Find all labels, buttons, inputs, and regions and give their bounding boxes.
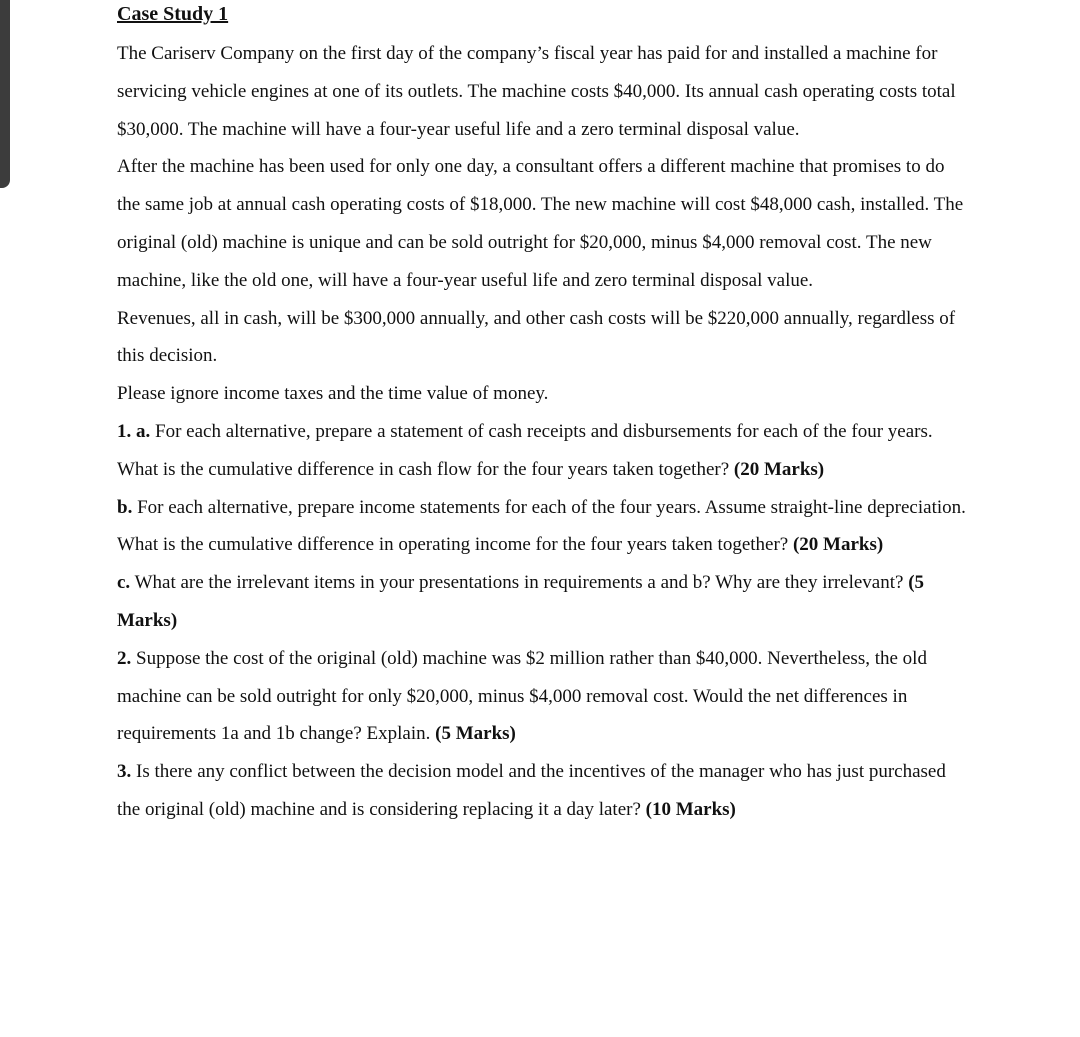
document-body [117, 0, 967, 829]
question-marks: (20 Marks) [792, 534, 884, 556]
paragraph-revenues: Revenues, all in cash, will be $300,000 annually, and other cash costs will be $220,000 annually, regardless of this decision. [117, 307, 956, 367]
question-label: 1. a. [117, 420, 151, 442]
question-text: Is there any conflict between the decision model and the incentives of the manager who has just purchased the original (old) machine and is considering replacing it a day later? [117, 761, 946, 820]
question-marks: (5 Marks) [117, 572, 925, 631]
question-label: 2. [117, 647, 132, 669]
side-panel-edge [0, 0, 10, 188]
paragraph-new-machine-offer: After the machine has been used for only one day, a consultant offers a different machine that promises to do the same job at annual cash operating costs of $18,000. The new machine will cost $48,000 cash, installed. The original (old) machine is unique and can be sold outright for $20,000, minus $4,000 removal cost. The new machine, like the old one, will have a four-year useful life and zero terminal disposal value. [117, 156, 964, 291]
paragraph-machine-description: The Cariserv Company on the first day of the company’s fiscal year has paid for and installed a machine for servicing vehicle engines at one of its outlets. The machine costs $40,000. Its annual cash operating costs total $30,000. The machine will have a four-year useful life and a zero terminal disposal value. [117, 43, 956, 140]
question-text: Suppose the cost of the original (old) machine was $2 million rather than $40,000. Nevertheless, the old machine can be sold outright for only $20,000, minus $4,000 removal cost. Would the net differences in requirements 1a and 1b change? Explain. [117, 647, 927, 745]
question-label: c. [117, 572, 131, 594]
question-1b [117, 489, 967, 565]
page-title: Case Study 1 [117, 3, 229, 25]
question-1c [117, 564, 967, 640]
question-label: 3. [117, 761, 132, 783]
question-text: For each alternative, prepare income statements for each of the four years. Assume straight-line depreciation. What is the cumulative difference in operating income for the four years taken together? [117, 496, 966, 556]
question-1a [117, 413, 967, 489]
question-marks: (5 Marks) [435, 723, 516, 745]
question-2 [117, 640, 967, 753]
paragraph-ignore-taxes: Please ignore income taxes and the time value of money. [117, 383, 549, 405]
question-label: b. [117, 496, 133, 518]
question-marks: (20 Marks) [733, 458, 825, 480]
question-marks: (10 Marks) [645, 798, 736, 820]
question-3 [117, 753, 967, 829]
question-text: What are the irrelevant items in your presentations in requirements a and b? Why are they irrelevant? [130, 572, 909, 594]
question-text: For each alternative, prepare a statement of cash receipts and disbursements for each of the four years. What is the cumulative difference in cash flow for the four years taken together? [117, 420, 933, 480]
